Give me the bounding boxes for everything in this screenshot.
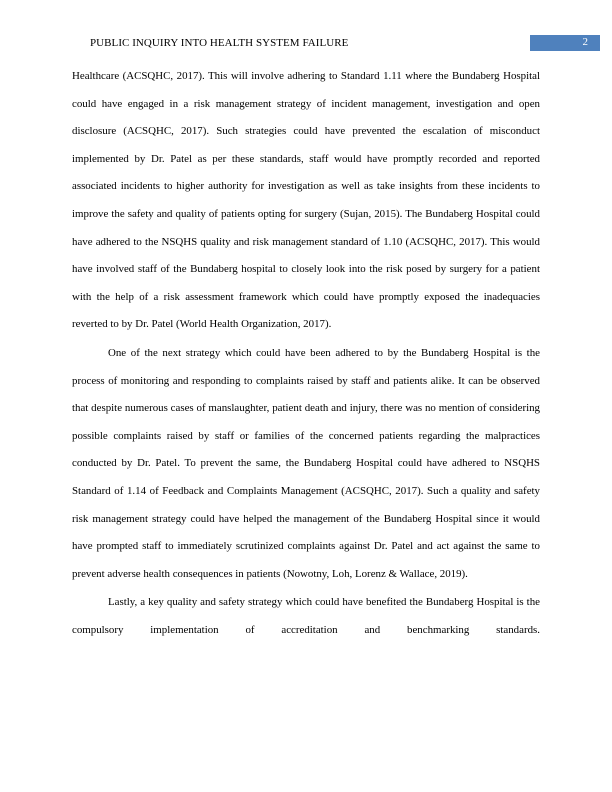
paragraph-3: Lastly, a key quality and safety strategy which could have benefited the Bundaberg Hospital is the compulsory implementation of accreditation and benchmarking standards.	[72, 596, 540, 636]
paragraph-2: One of the next strategy which could have been adhered to by the Bundaberg Hospital is the process of monitoring and responding to complaints raised by staff and patients alike. It can be observed that despite numerous cases of manslaughter, patient death and injury, there was no mention of considering possible complaints raised by staff or families of the concerned patients regarding the malpractices conducted by Dr. Patel. To prevent the same, the Bundaberg Hospital could have adhered to NSQHS Standard of 1.14 of Feedback and Complaints Management (ACSQHC, 2017). Such a quality and safety risk management strategy could have helped the management of the Bundaberg Hospital since it would have prompted staff to immediately scrutinized complaints against Dr. Patel and act against the same to prevent adverse health consequences in patients (Nowotny, Loh, Lorenz & Wallace, 2019).	[72, 346, 540, 580]
paragraph-1: Healthcare (ACSQHC, 2017). This will involve adhering to Standard 1.11 where the Bundaberg Hospital could have engaged in a risk management strategy of incident management, investigation and open disclosure (ACSQHC, 2017). Such strategies could have prevented the escalation of misconduct implemented by Dr. Patel as per these standards, staff would have promptly recorded and reported associated incidents to higher authority for investigation as well as take insights from these incidents to improve the safety and quality of patients opting for surgery (Sujan, 2015). The Bundaberg Hospital could have adhered to the NSQHS quality and risk management standard of 1.10 (ACSQHC, 2017). This would have involved staff of the Bundaberg hospital to closely look into the risk posed by surgery for a patient with the help of a risk assessment framework which could have promptly exposed the inadequacies reverted to by Dr. Patel (World Health Organization, 2017).	[72, 70, 540, 331]
running-header-title: PUBLIC INQUIRY INTO HEALTH SYSTEM FAILURE	[90, 37, 349, 49]
document-body	[72, 63, 540, 644]
page-number-box	[530, 35, 600, 51]
page-number: 2	[582, 36, 588, 48]
